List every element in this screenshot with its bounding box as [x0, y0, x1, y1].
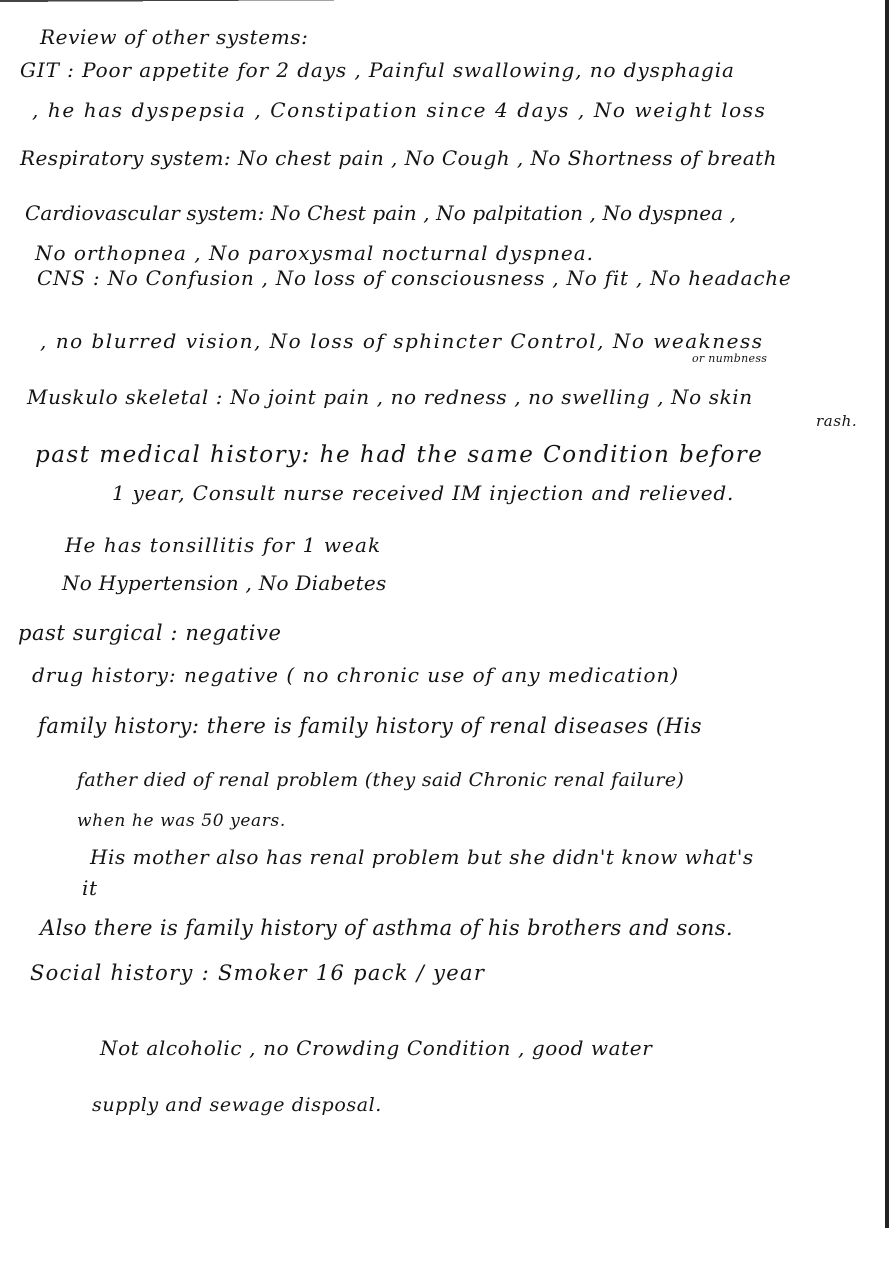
- ros-cns-line-1: CNS : No Confusion , No loss of consciousness , No fit , No headache: [37, 266, 792, 290]
- social-history-line-2: Not alcoholic , no Crowding Condition , good water: [100, 1036, 653, 1060]
- family-history-line-5: it: [82, 876, 98, 900]
- pmh-line-4: No Hypertension , No Diabetes: [62, 571, 387, 595]
- social-history-line-3: supply and sewage disposal.: [92, 1094, 382, 1116]
- family-history-line-4: His mother also has renal problem but she didn't know what's: [90, 845, 754, 869]
- family-history-line-2: father died of renal problem (they said Chronic renal failure): [77, 769, 685, 791]
- scan-edge-right: [885, 0, 889, 1228]
- ros-title: Review of other systems:: [40, 25, 309, 49]
- past-surgical-history: past surgical : negative: [18, 621, 282, 645]
- ros-cardiovascular-line-2: No orthopnea , No paroxysmal nocturnal dyspnea.: [35, 241, 595, 265]
- pmh-line-3: He has tonsillitis for 1 weak: [65, 533, 382, 557]
- family-history-line-1: family history: there is family history of renal diseases (His: [38, 714, 703, 738]
- ros-git-line-1: GIT : Poor appetite for 2 days , Painful swallowing, no dysphagia: [20, 58, 735, 82]
- ros-respiratory: Respiratory system: No chest pain , No Cough , No Shortness of breath: [20, 146, 777, 170]
- scan-edge-top: [0, 0, 520, 8]
- ros-musculoskeletal-line-2: rash.: [816, 412, 858, 430]
- ros-cns-line-2: , no blurred vision, No loss of sphincter Control, No weakness: [40, 329, 764, 353]
- family-history-line-3: when he was 50 years.: [77, 811, 286, 831]
- ros-cardiovascular-line-1: Cardiovascular system: No Chest pain , No palpitation , No dyspnea ,: [25, 201, 737, 225]
- family-history-line-6: Also there is family history of asthma of his brothers and sons.: [40, 916, 733, 940]
- drug-history: drug history: negative ( no chronic use of any medication): [32, 663, 680, 687]
- pmh-line-1: past medical history: he had the same Condition before: [35, 442, 764, 468]
- ros-cns-line-3: or numbness: [692, 352, 768, 365]
- pmh-line-2: 1 year, Consult nurse received IM injection and relieved.: [112, 481, 735, 505]
- social-history-line-1: Social history : Smoker 16 pack / year: [30, 961, 486, 985]
- ros-musculoskeletal-line-1: Muskulo skeletal : No joint pain , no redness , no swelling , No skin: [27, 385, 753, 409]
- ros-git-line-2: , he has dyspepsia , Constipation since 4 days , No weight loss: [32, 98, 767, 122]
